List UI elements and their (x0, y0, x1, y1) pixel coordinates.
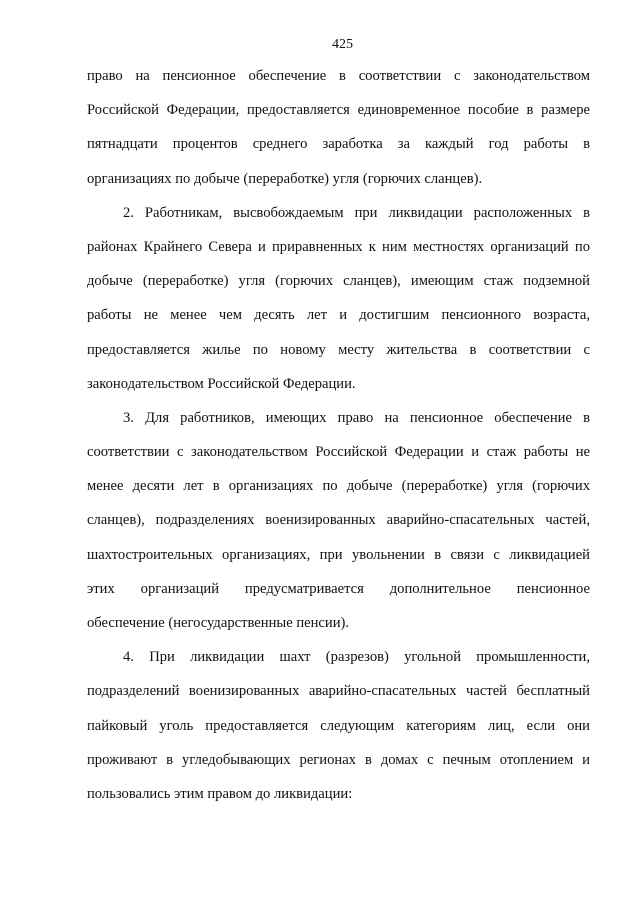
page-number: 425 (332, 37, 353, 52)
text-line: работы не менее чем десять лет и достигшим пенсионного возраста, (87, 307, 590, 324)
text-line: 4. При ликвидации шахт (разрезов) угольной промышленности, (123, 649, 590, 666)
paragraph-3 (87, 401, 590, 640)
text-line: пятнадцати процентов среднего заработка за каждый год работы в (87, 136, 590, 153)
text-line: менее десяти лет в организациях по добыче (переработке) угля (горючих (87, 478, 590, 495)
text-line: районах Крайнего Севера и приравненных к ним местностях организаций по (87, 238, 590, 255)
text-line: обеспечение (негосударственные пенсии). (87, 615, 350, 631)
text-line: Российской Федерации, предоставляется единовременное пособие в размере (87, 102, 590, 119)
text-line: организациях по добыче (переработке) угля (горючих сланцев). (87, 170, 483, 187)
text-line: 2. Работникам, высвобождаемым при ликвидации расположенных в (123, 204, 590, 221)
text-line: подразделений военизированных аварийно-спасательных частей бесплатный (87, 683, 590, 700)
paragraph-4 (87, 640, 590, 811)
text-line: проживают в угледобывающих регионах в домах с печным отоплением и (87, 751, 590, 768)
text-line: этих организаций предусматривается дополнительное пенсионное (87, 580, 590, 597)
text-line: пользовались этим правом до ликвидации: (87, 785, 353, 802)
text-line: 3. Для работников, имеющих право на пенсионное обеспечение в (123, 409, 590, 426)
text-line: право на пенсионное обеспечение в соответствии с законодательством (87, 68, 590, 84)
paragraph-2 (87, 196, 590, 401)
text-line: шахтостроительных организациях, при увольнении в связи с ликвидацией (87, 546, 590, 563)
body-text (87, 59, 590, 811)
text-line: соответствии с законодательством Российской Федерации и стаж работы не (87, 444, 590, 461)
text-line: предоставляется жилье по новому месту жительства в соответствии с (87, 341, 590, 358)
text-line: пайковый уголь предоставляется следующим категориям лиц, если они (87, 717, 590, 734)
text-line: добыче (переработке) угля (горючих сланцев), имеющим стаж подземной (87, 273, 590, 290)
text-line: сланцев), подразделениях военизированных аварийно-спасательных частей, (87, 512, 590, 529)
paragraph-continuation (87, 59, 590, 196)
text-line: законодательством Российской Федерации. (87, 375, 356, 392)
